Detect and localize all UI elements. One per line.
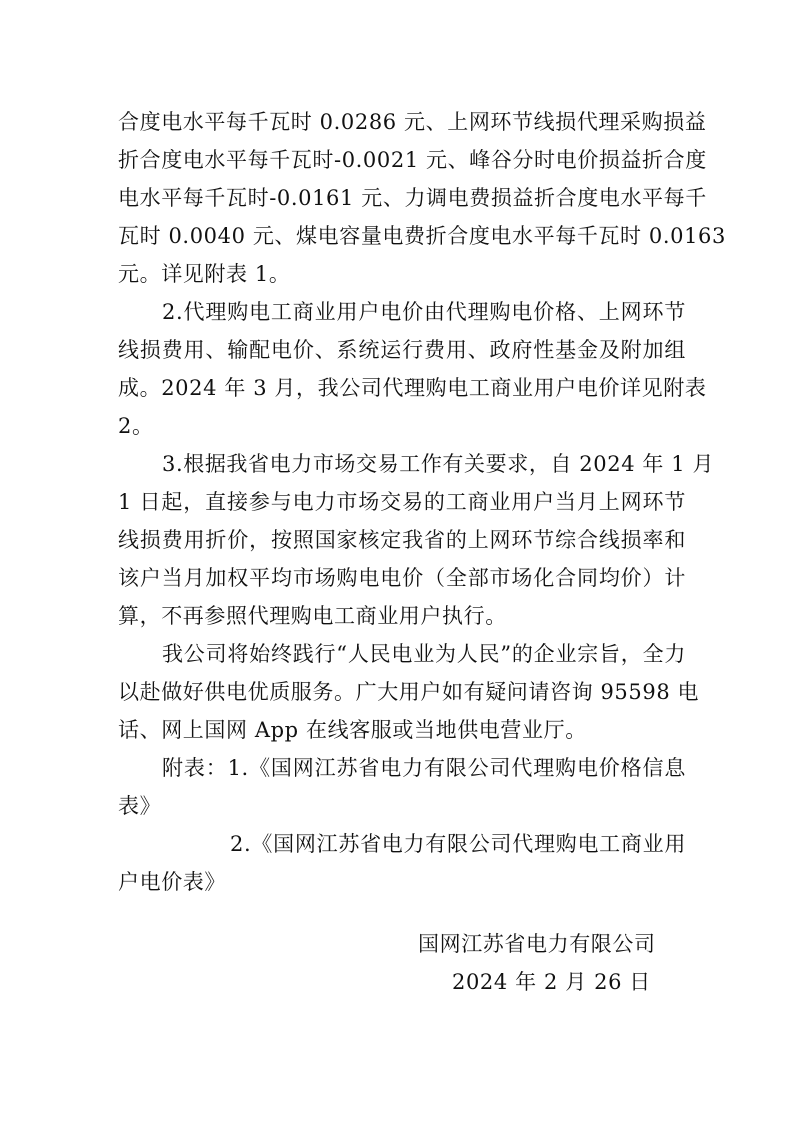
paragraph-3-line-2: 1 日起，直接参与电力市场交易的工商业用户当月上网环节 bbox=[118, 490, 686, 514]
paragraph-4-line-3: 话、网上国网 App 在线客服或当地供电营业厅。 bbox=[118, 718, 587, 742]
paragraph-1-line-5: 元。详见附表 1。 bbox=[118, 262, 291, 286]
paragraph-3-line-5: 算，不再参照代理购电工商业用户执行。 bbox=[118, 604, 507, 628]
paragraph-1-line-2: 折合度电水平每千瓦时-0.0021 元、峰谷分时电价损益折合度 bbox=[118, 148, 707, 172]
paragraph-2-line-2: 线损费用、输配电价、系统运行费用、政府性基金及附加组 bbox=[118, 338, 686, 362]
paragraph-2-line-1: 2.代理购电工商业用户电价由代理购电价格、上网环节 bbox=[162, 300, 686, 324]
paragraph-3-line-1: 3.根据我省电力市场交易工作有关要求，自 2024 年 1 月 bbox=[162, 452, 715, 476]
signature-date: 2024 年 2 月 26 日 bbox=[452, 970, 651, 994]
paragraph-2-line-4: 2。 bbox=[118, 414, 154, 438]
paragraph-4-line-2: 以赴做好供电优质服务。广大用户如有疑问请咨询 95598 电 bbox=[118, 680, 700, 704]
paragraph-3-line-3: 线损费用折价，按照国家核定我省的上网环节综合线损率和 bbox=[118, 528, 686, 552]
attachment-1-line-1: 附表：1.《国网江苏省电力有限公司代理购电价格信息 bbox=[162, 756, 686, 780]
paragraph-3-line-4: 该户当月加权平均市场购电电价（全部市场化合同均价）计 bbox=[118, 566, 686, 590]
paragraph-1-line-4: 瓦时 0.0040 元、煤电容量电费折合度电水平每千瓦时 0.0163 bbox=[118, 224, 726, 248]
signature-company: 国网江苏省电力有限公司 bbox=[418, 932, 656, 956]
attachment-2-line-2: 户电价表》 bbox=[118, 870, 226, 894]
attachment-1-line-2: 表》 bbox=[118, 794, 162, 818]
paragraph-2-line-3: 成。2024 年 3 月，我公司代理购电工商业用户电价详见附表 bbox=[118, 376, 707, 400]
paragraph-4-line-1: 我公司将始终践行“人民电业为人民”的企业宗旨，全力 bbox=[162, 642, 686, 666]
paragraph-1-line-3: 电水平每千瓦时-0.0161 元、力调电费损益折合度电水平每千 bbox=[118, 186, 707, 210]
paragraph-1-line-1: 合度电水平每千瓦时 0.0286 元、上网环节线损代理采购损益 bbox=[118, 110, 707, 134]
attachment-2-line-1: 2.《国网江苏省电力有限公司代理购电工商业用 bbox=[230, 832, 686, 856]
